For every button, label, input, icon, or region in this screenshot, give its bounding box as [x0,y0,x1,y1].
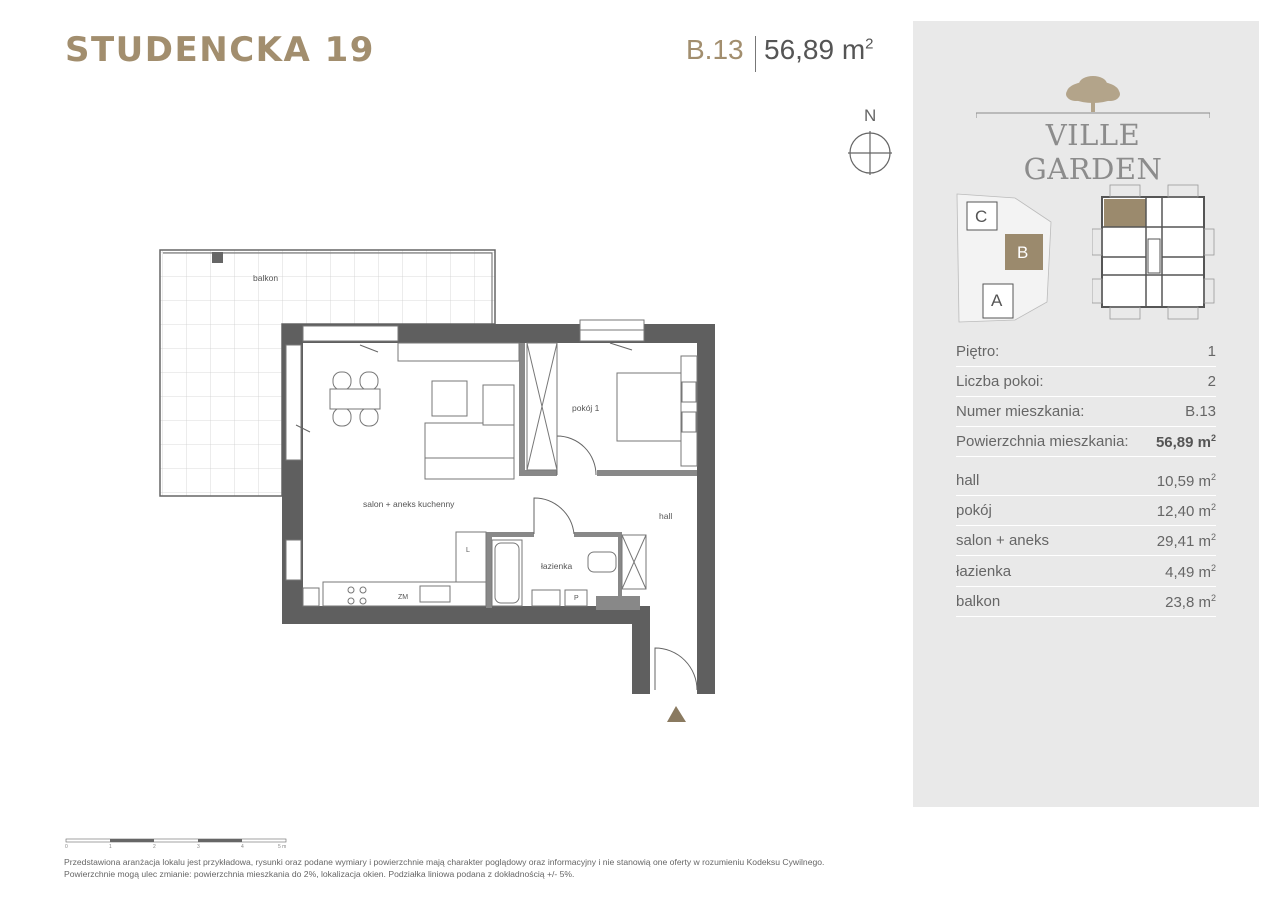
detail-label: Numer mieszkania: [956,403,1085,420]
detail-value: 2 [1207,373,1216,390]
room-label-bathroom: łazienka [541,561,573,571]
detail-row-floor [956,337,1216,367]
scale-bar [64,836,294,852]
detail-value: B.13 [1185,403,1216,420]
area-row-bathroom [956,557,1216,587]
room-label-living: salon + aneks kuchenny [363,499,455,509]
area-label: salon + aneks [956,532,1049,549]
fridge-label: L [466,547,470,554]
area-label: łazienka [956,563,1012,580]
room-label-balcony: balkon [253,273,279,283]
compass-icon [847,130,893,176]
building-title: STUDENCKA 19 [65,30,375,70]
area-row-living [956,526,1216,556]
area-row-hall [956,466,1216,496]
kitchen-counter [303,532,486,606]
area-exponent: 2 [1210,592,1216,603]
detail-row-total-area [956,427,1216,457]
disclaimer-line-2: Powierzchnie mogą ulec zmianie: powierzchnia mieszkania do 2%, lokalizacja okien. Podziałka liniowa podana z dokładnością +/- 5%. [64,869,575,879]
detail-value: 56,89 m [1155,433,1211,451]
area-label: hall [956,472,980,489]
area-label: pokój [956,502,992,519]
scale-tick: 0 [65,844,68,850]
area-value: 23,8 m [1165,593,1211,611]
site-label-b: B [1017,243,1029,262]
north-label: N [864,106,877,125]
tree-logo-icon [976,72,1210,118]
detail-exponent: 2 [1210,432,1216,443]
area-label: balkon [956,593,1001,610]
floor-plan [140,230,740,740]
site-map [955,192,1055,324]
header-divider [755,36,756,72]
detail-label: Piętro: [956,343,1000,360]
living-furniture [330,343,519,479]
area-row-bedroom [956,496,1216,526]
detail-value: 1 [1207,343,1216,360]
bathroom-fixtures [492,535,646,610]
area-exponent: 2 [1210,531,1216,542]
logo-text: VILLE GARDEN [1023,118,1163,186]
unit-number: B.13 [686,34,744,65]
site-label-c: C [975,207,988,226]
disclaimer-line-1: Przedstawiona aranżacja lokalu jest przykładowa, rysunki oraz podane wymiary i powierzchnie mają charakter poglądowy oraz informacyjny i nie stanowią one oferty w rozumieniu Kodeksu Cywilnego. [64,857,825,867]
area-exponent: 2 [1210,501,1216,512]
area-value: 12,40 m [1156,502,1211,520]
area-value: 4,49 m [1165,563,1211,581]
area-value: 29,41 m [1156,532,1211,550]
site-label-a: A [991,291,1003,310]
area-exponent: 2 [1210,471,1216,482]
unit-area [764,34,874,66]
area-value: 10,59 m [1156,472,1211,490]
floor-key-plan [1092,183,1216,323]
detail-label: Powierzchnia mieszkania: [956,433,1129,450]
washer-label: P [574,595,579,602]
unit-area-value: 56,89 m [764,34,866,65]
scale-tick: 3 [197,844,200,850]
room-label-bedroom: pokój 1 [572,403,600,413]
bedroom-furniture [527,343,697,470]
dishwasher-label: ZM [398,594,409,601]
scale-tick: 4 [241,844,244,850]
unit-highlight [1104,199,1146,227]
room-label-hall: hall [659,511,673,521]
scale-tick: 2 [153,844,156,850]
detail-row-unit-number [956,397,1216,427]
entrance-arrow-icon [667,706,686,722]
detail-label: Liczba pokoi: [956,373,1044,390]
area-row-balcony [956,587,1216,617]
detail-row-rooms [956,367,1216,397]
scale-tick: 1 [109,844,112,850]
scale-tick: 5 m [278,844,287,850]
area-exponent: 2 [1210,562,1216,573]
disclaimer [64,856,904,880]
unit-area-exponent: 2 [865,35,874,53]
